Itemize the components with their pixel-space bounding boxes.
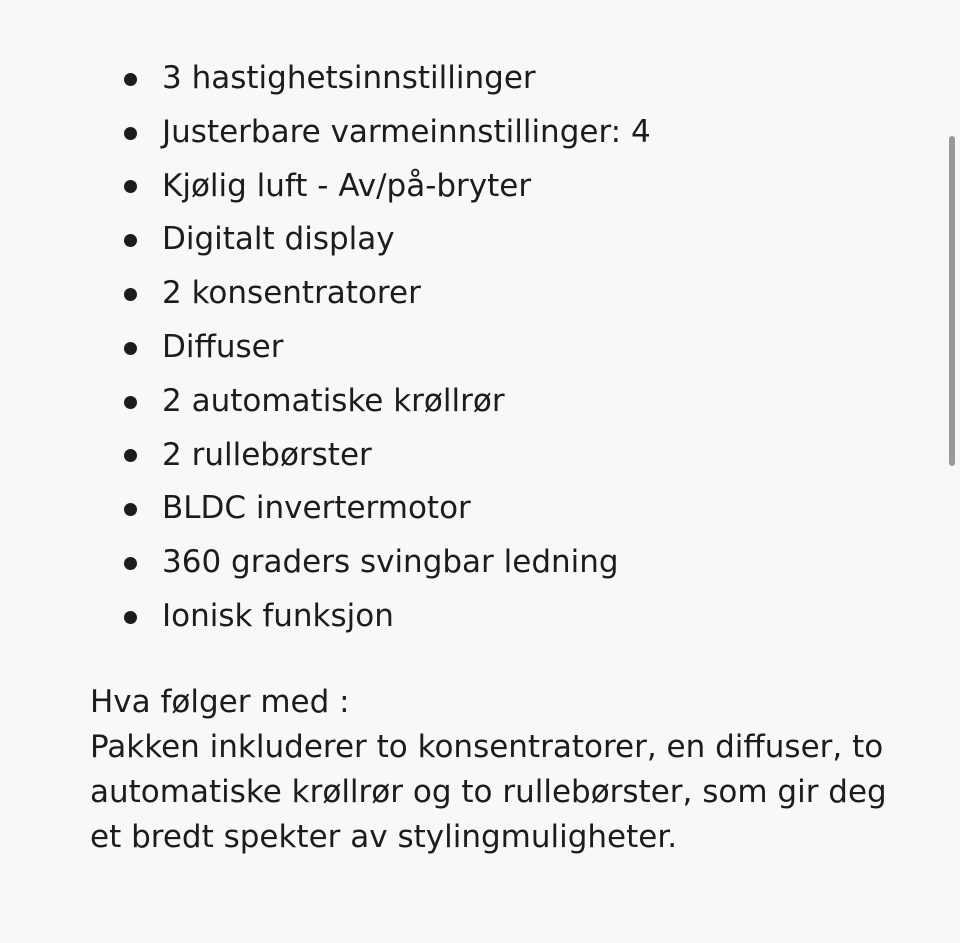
list-item xyxy=(120,536,920,590)
feature-label: 2 konsentratorer xyxy=(162,275,421,312)
feature-label: 2 rullebørster xyxy=(162,436,372,473)
included-description: Pakken inkluderer to konsentratorer, en diffuser, to automatiske krøllrør og to rullebørster, som gir deg et bredt spekter av stylingmuligheter. xyxy=(90,729,887,855)
bullet-icon xyxy=(124,342,137,355)
bullet-icon xyxy=(124,557,137,570)
feature-list xyxy=(120,52,920,644)
feature-label: Digitalt display xyxy=(162,221,395,258)
list-item xyxy=(120,160,920,214)
feature-label: Diffuser xyxy=(162,328,284,365)
bullet-icon xyxy=(124,449,137,462)
bullet-icon xyxy=(124,127,137,140)
bullet-icon xyxy=(124,288,137,301)
bullet-icon xyxy=(124,180,137,193)
bullet-icon xyxy=(124,396,137,409)
list-item xyxy=(120,213,920,267)
list-item xyxy=(120,375,920,429)
list-item xyxy=(120,106,920,160)
bullet-icon xyxy=(124,73,137,86)
feature-label: Kjølig luft - Av/på-bryter xyxy=(162,167,532,204)
list-item xyxy=(120,52,920,106)
feature-label: Justerbare varmeinnstillinger: 4 xyxy=(162,113,651,150)
bullet-icon xyxy=(124,611,137,624)
scrollbar-thumb[interactable] xyxy=(949,136,955,466)
included-heading: Hva følger med : xyxy=(90,684,350,720)
bullet-icon xyxy=(124,234,137,247)
feature-label: Ionisk funksjon xyxy=(162,597,394,634)
list-item xyxy=(120,267,920,321)
feature-label: BLDC invertermotor xyxy=(162,490,471,527)
feature-label: 360 graders svingbar ledning xyxy=(162,544,619,581)
list-item xyxy=(120,321,920,375)
list-item xyxy=(120,429,920,483)
feature-label: 3 hastighetsinnstillinger xyxy=(162,60,536,96)
included-section xyxy=(90,680,910,860)
list-item xyxy=(120,482,920,536)
feature-label: 2 automatiske krøllrør xyxy=(162,382,505,419)
bullet-icon xyxy=(124,503,137,516)
list-item xyxy=(120,590,920,644)
